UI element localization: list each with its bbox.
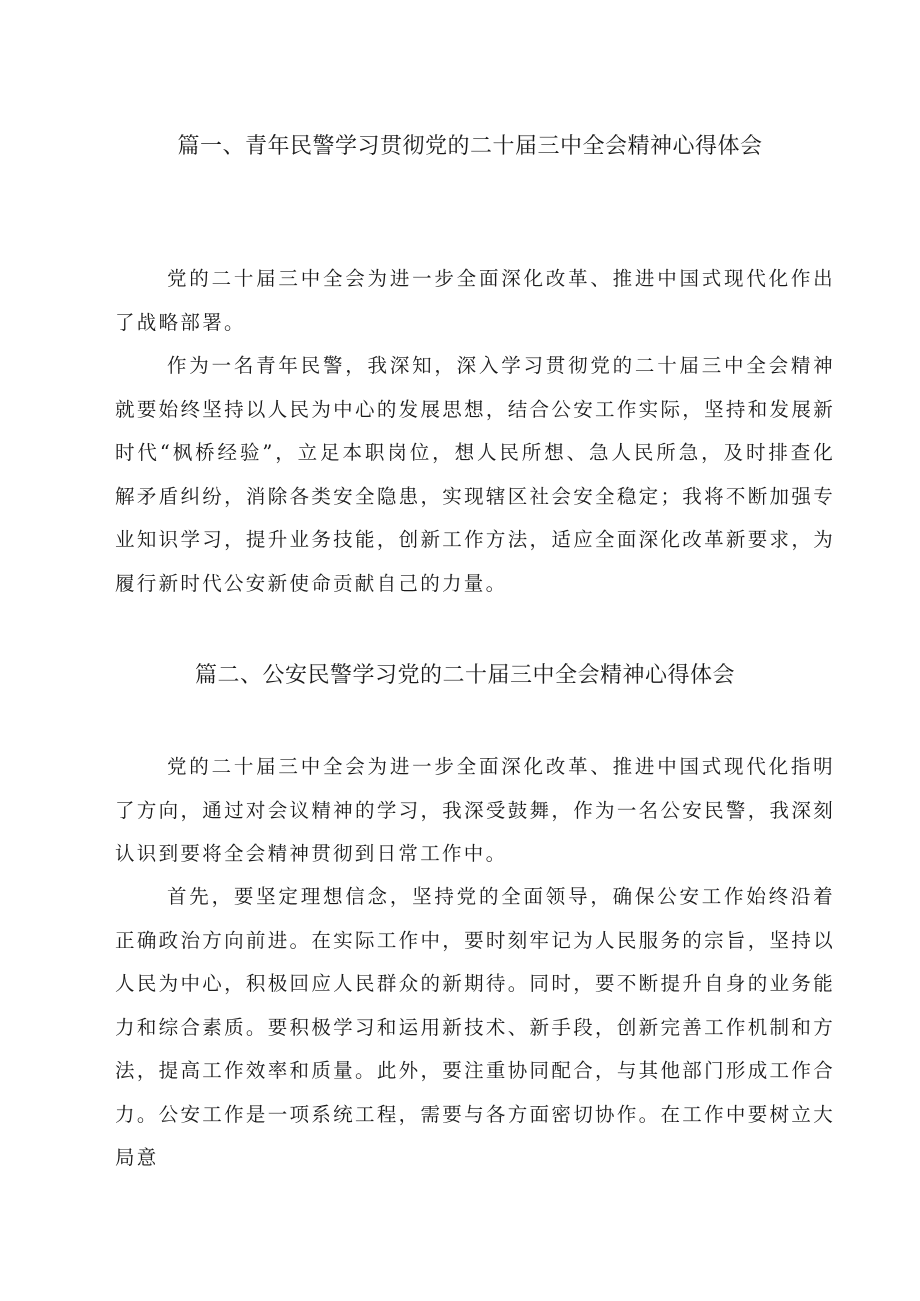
section-1-paragraph-2: 作为一名青年民警，我深知，深入学习贯彻党的二十届三中全会精神就要始终坚持以人民为中心的发展思想，结合公安工作实际，坚持和发展新时代“枫桥经验”，立足本职岗位，想人民所想、急人民所急，及时排查化解矛盾纠纷，消除各类安全隐患，实现辖区社会安全稳定；我将不断加强专业知识学习，提升业务技能，创新工作方法，适应全面深化改革新要求，为履行新时代公安新使命贡献自己的力量。 bbox=[115, 354, 835, 595]
section-2-paragraph-1: 党的二十届三中全会为进一步全面深化改革、推进中国式现代化指明了方向，通过对会议精神的学习，我深受鼓舞，作为一名公安民警，我深刻认识到要将全会精神贯彻到日常工作中。 bbox=[115, 755, 835, 865]
section-1-title: 篇一、青年民警学习贯彻党的二十届三中全会精神心得体会 bbox=[177, 134, 763, 159]
section-2-paragraph-2: 首先，要坚定理想信念，坚持党的全面领导，确保公安工作始终沿着正确政治方向前进。在实际工作中，要时刻牢记为人民服务的宗旨，坚持以人民为中心，积极回应人民群众的新期待。同时，要不断提升自身的业务能力和综合素质。要积极学习和运用新技术、新手段，创新完善工作机制和方法，提高工作效率和质量。此外，要注重协同配合，与其他部门形成工作合力。公安工作是一项系统工程，需要与各方面密切协作。在工作中要树立大局意 bbox=[115, 885, 835, 1169]
section-2-title: 篇二、公安民警学习党的二十届三中全会精神心得体会 bbox=[194, 663, 735, 688]
section-1-paragraph-1: 党的二十届三中全会为进一步全面深化改革、推进中国式现代化作出了战略部署。 bbox=[115, 267, 835, 334]
